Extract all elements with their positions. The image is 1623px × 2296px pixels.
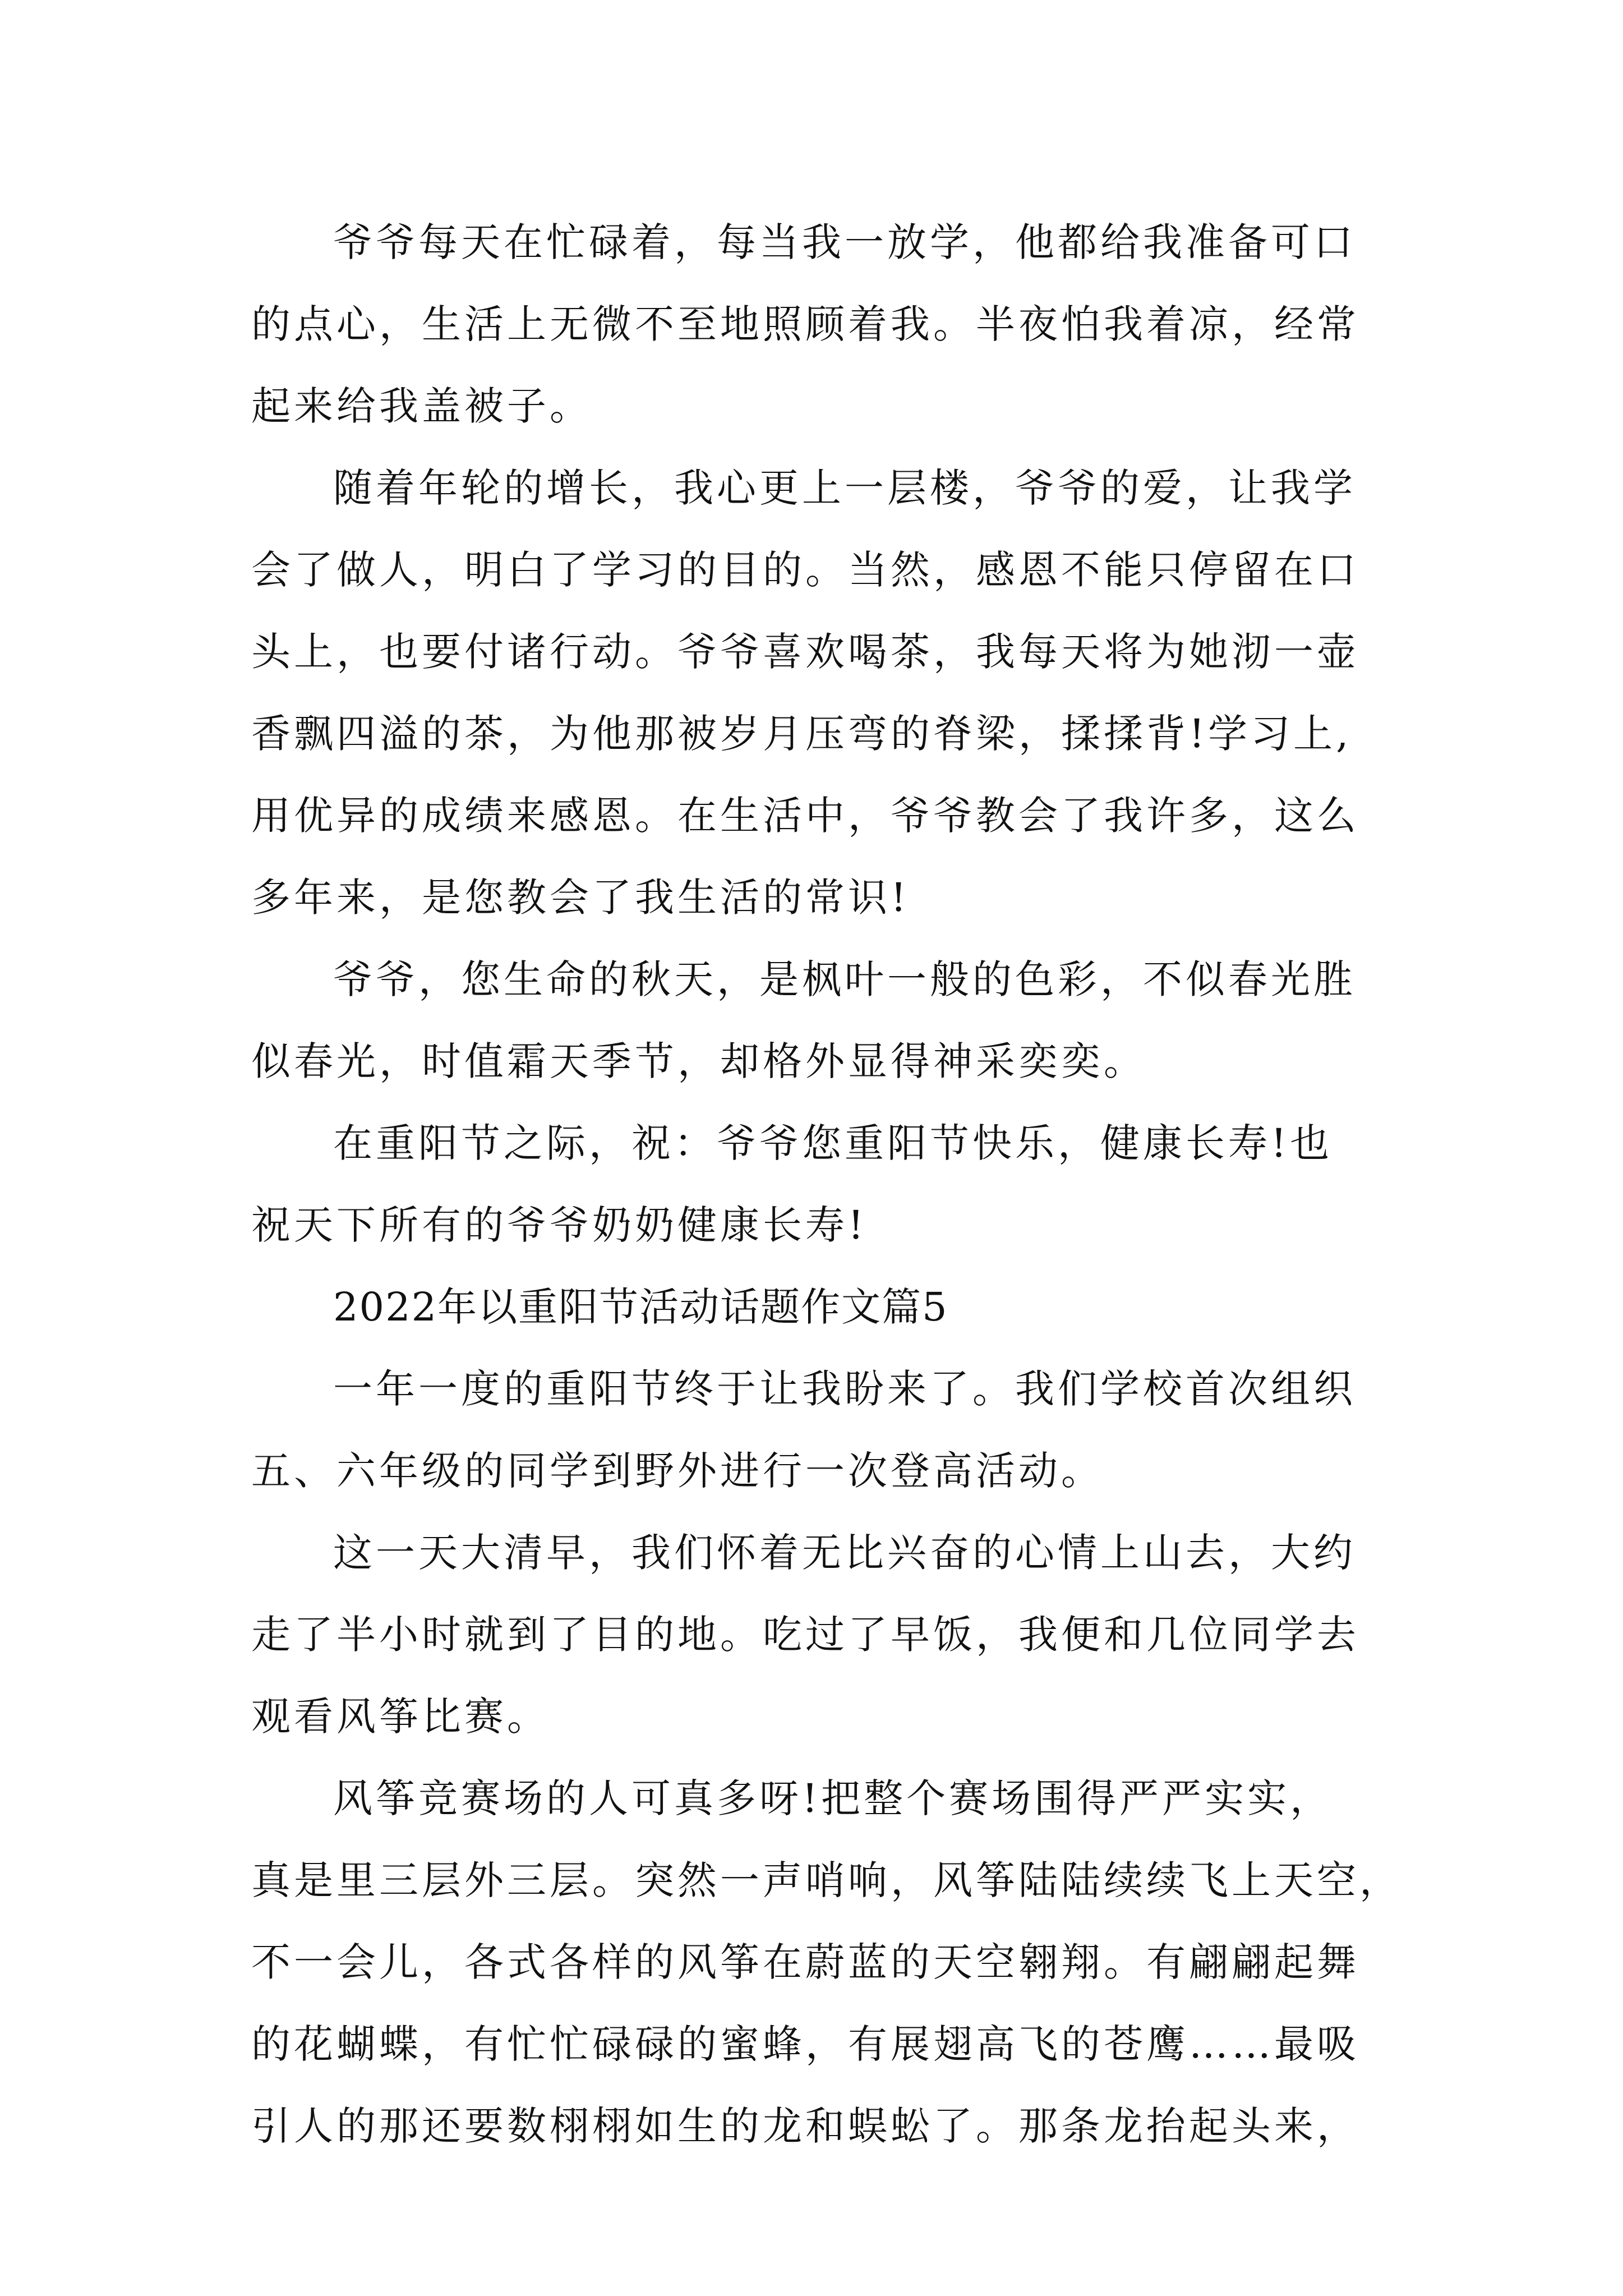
- paragraph-line: 这一天大清早，我们怀着无比兴奋的心情上山去，大约: [333, 1530, 1356, 1576]
- paragraph-line: 爷爷每天在忙碌着，每当我一放学，他都给我准备可口: [333, 219, 1356, 265]
- paragraph-line: 会了做人，明白了学习的目的。当然，感恩不能只停留在口: [251, 547, 1359, 593]
- paragraph-line: 的花蝴蝶，有忙忙碌碌的蜜蜂，有展翅高飞的苍鹰……最吸: [251, 2021, 1359, 2067]
- paragraph-line: 引人的那还要数栩栩如生的龙和蜈蚣了。那条龙抬起头来，: [251, 2103, 1359, 2149]
- paragraph-line: 风筝竞赛场的人可真多呀!把整个赛场围得严严实实，: [333, 1775, 1333, 1821]
- paragraph-line: 头上，也要付诸行动。爷爷喜欢喝茶，我每天将为她沏一壶: [251, 629, 1359, 675]
- paragraph-line: 一年一度的重阳节终于让我盼来了。我们学校首次组织: [333, 1366, 1356, 1412]
- paragraph-line: 爷爷，您生命的秋天，是枫叶一般的色彩，不似春光胜: [333, 956, 1356, 1002]
- paragraph-line: 随着年轮的增长，我心更上一层楼，爷爷的爱，让我学: [333, 465, 1356, 511]
- section-heading: 2022年以重阳节活动话题作文篇5: [333, 1284, 948, 1330]
- paragraph-line: 用优异的成绩来感恩。在生活中，爷爷教会了我许多，这么: [251, 793, 1359, 839]
- paragraph-line: 起来给我盖被子。: [251, 383, 592, 429]
- paragraph-line: 不一会儿，各式各样的风筝在蔚蓝的天空翱翔。有翩翩起舞: [251, 1939, 1359, 1985]
- paragraph-line: 走了半小时就到了目的地。吃过了早饭，我便和几位同学去: [251, 1612, 1359, 1658]
- paragraph-line: 在重阳节之际，祝：爷爷您重阳节快乐，健康长寿!也: [333, 1120, 1333, 1166]
- paragraph-line: 的点心，生活上无微不至地照顾着我。半夜怕我着凉，经常: [251, 301, 1359, 347]
- paragraph-line: 似春光，时值霜天季节，却格外显得神采奕奕。: [251, 1038, 1146, 1084]
- paragraph-line: 多年来，是您教会了我生活的常识!: [251, 875, 910, 921]
- paragraph-line: 祝天下所有的爷爷奶奶健康长寿!: [251, 1202, 868, 1248]
- paragraph-line: 观看风筝比赛。: [251, 1694, 550, 1740]
- paragraph-line: 五、六年级的同学到野外进行一次登高活动。: [251, 1448, 1104, 1494]
- paragraph-line: 香飘四溢的茶，为他那被岁月压弯的脊梁，揉揉背!学习上,: [251, 711, 1352, 757]
- paragraph-line: 真是里三层外三层。突然一声哨响，风筝陆陆续续飞上天空，: [251, 1857, 1402, 1903]
